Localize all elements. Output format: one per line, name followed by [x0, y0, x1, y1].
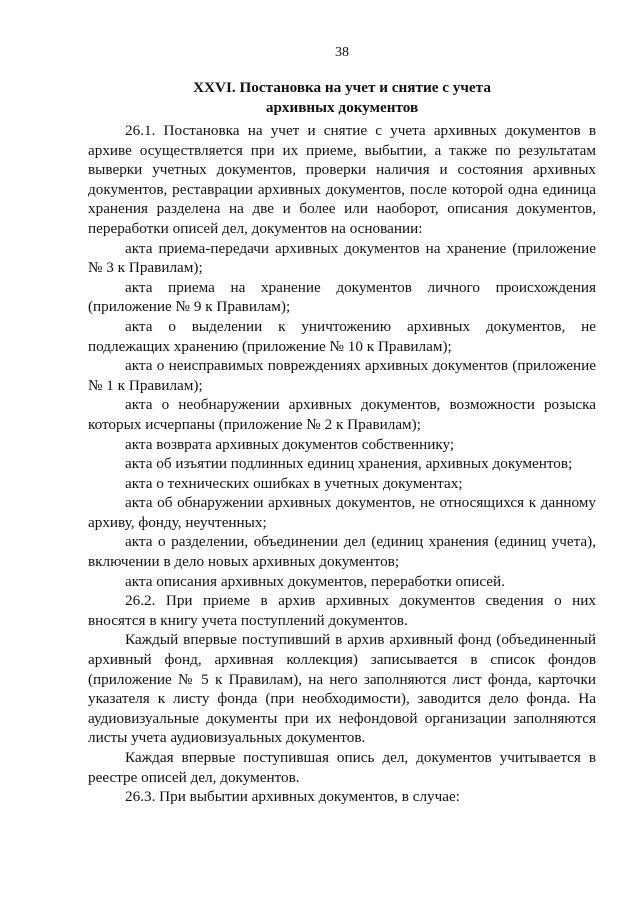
paragraph-new-inventory: Каждая впервые поступившая опись дел, документов учитывается в реестре описей дел, документов. [88, 749, 596, 786]
list-item-act-personal-origin: акта приема на хранение документов личного происхождения (приложение № 9 к Правилам); [88, 278, 596, 316]
list-item-act-discovery: акта об обнаружении архивных документов, не относящихся к данному архиву, фонду, неучтенных; [88, 494, 596, 531]
list-item-act-merge: акта о разделении, объединении дел (единиц хранения (единиц учета), включении в дело новых архивных документов; [88, 533, 596, 571]
list-item-act-return: акта возврата архивных документов собственнику; [125, 435, 455, 453]
list-item-act-not-found: акта о необнаружении архивных документов, возможности розыска которых исчерпаны (приложение № 2 к Правилам); [88, 396, 596, 433]
section-heading [88, 78, 596, 118]
list-item-act-destruction: акта о выделении к уничтожению архивных документов, не подлежащих хранению (приложение № 10 к Правилам); [88, 317, 596, 355]
list-item-act-seizure: акта об изъятии подлинных единиц хранения, архивных документов; [125, 455, 573, 473]
paragraph-new-fund: Каждый впервые поступивший в архив архивный фонд (объединенный архивный фонд, архивная коллекция) записывается в список фондов (приложение № 5 к Правилам), на него заполняются лист фонда, карточки указателя к листу фонда (при необходимости), заводится дело фонда. На аудиовизуальные документы при их нефондовой организации заполняются листы учета аудиовизуальных документов. [88, 631, 596, 747]
list-item-act-errors: акта о технических ошибках в учетных документах; [125, 474, 463, 492]
list-item-act-transfer: акта приема-передачи архивных документов на хранение (приложение № 3 к Правилам); [88, 239, 596, 277]
section-heading-line-2: архивных документов [265, 99, 419, 116]
page-number: 38 [335, 45, 349, 60]
paragraph-26-2: 26.2. При приеме в архив архивных документов сведения о них вносятся в книгу учета поступлений документов. [88, 592, 596, 629]
list-item-act-description: акта описания архивных документов, переработки описей. [125, 572, 505, 590]
section-heading-line-1: XXVI. Постановка на учет и снятие с учета [193, 79, 491, 96]
list-item-act-damage: акта о неисправимых повреждениях архивных документов (приложение № 1 к Правилам); [88, 357, 596, 394]
body-text [88, 121, 596, 807]
paragraph-26-3: 26.3. При выбытии архивных документов, в случае: [125, 788, 460, 806]
paragraph-26-1: 26.1. Постановка на учет и снятие с учета архивных документов в архиве осуществляется при их приеме, выбытии, а также по результатам выверки учетных документов, проверки наличия и состояния архивных документов, реставрации архивных документов, после которой одна единица хранения разделена на две и более или наоборот, описания документов, переработки описей дел, документов на основании: [88, 122, 596, 237]
